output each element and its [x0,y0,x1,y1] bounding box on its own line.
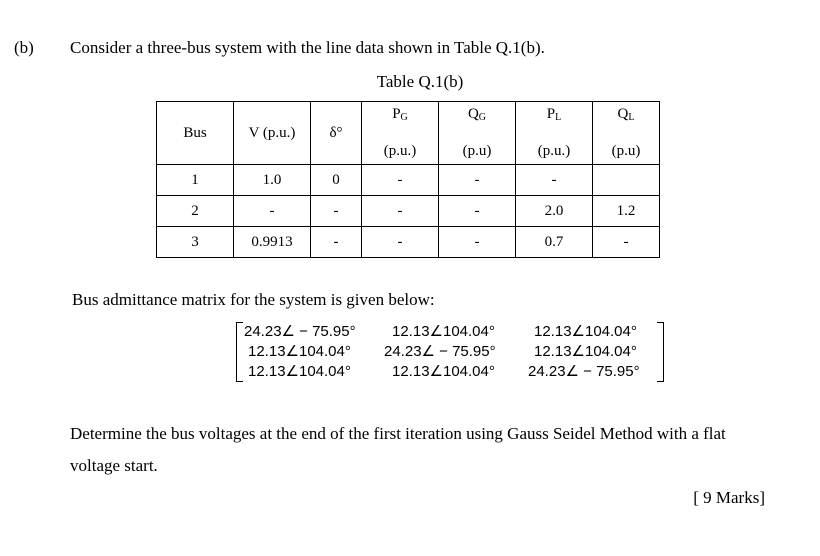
pg-symbol: P [392,106,401,122]
table-cell: - [311,196,362,227]
matrix-cell: 12.13∠104.04° [248,343,351,360]
ql-unit: (p.u) [611,143,641,159]
task-text-line-2: voltage start. [70,456,158,475]
qg-subscript: G [478,112,487,123]
line-data-table [156,101,660,258]
header-bus: Bus [157,102,234,165]
table-cell: - [362,196,439,227]
table-cell: 1.0 [234,165,311,196]
table-cell: 2 [157,196,234,227]
question-intro: Consider a three-bus system with the line data shown in Table Q.1(b). [70,38,545,57]
table-cell: - [362,165,439,196]
matrix-cell: 12.13∠104.04° [248,363,351,380]
matrix-left-bracket [236,322,243,382]
table-cell: - [439,165,516,196]
matrix-cell: 12.13∠104.04° [534,343,637,360]
matrix-row [244,362,656,382]
table-row [157,165,660,196]
matrix-row [244,342,656,362]
marks-label: [ 9 Marks] [693,488,765,507]
pl-subscript: L [555,112,562,123]
matrix-row [244,322,656,342]
ql-symbol: Q [617,106,629,122]
header-ql [593,102,660,165]
matrix-cell: 12.13∠104.04° [534,323,637,340]
header-qg [439,102,516,165]
table-cell: - [439,227,516,258]
ql-subscript: L [628,112,635,123]
matrix-right-bracket [657,322,664,382]
header-pg [362,102,439,165]
table-cell: 3 [157,227,234,258]
table-header-row [157,102,660,165]
header-voltage: V (p.u.) [234,102,311,165]
table-cell: - [234,196,311,227]
table-cell: - [439,196,516,227]
table-cell: - [516,165,593,196]
pg-subscript: G [400,112,408,123]
table-row [157,196,660,227]
qg-unit: (p.u) [462,143,492,159]
pl-unit: (p.u.) [537,143,571,159]
table-cell: 1 [157,165,234,196]
table-cell: 0.7 [516,227,593,258]
pl-symbol: P [546,106,556,122]
qg-symbol: Q [467,106,479,122]
table-cell: 0 [311,165,362,196]
table-cell [593,165,660,196]
pg-unit: (p.u.) [383,143,417,159]
matrix-cell: 12.13∠104.04° [392,323,495,340]
matrix-cell: 24.23∠ − 75.95° [384,343,496,360]
header-pl [516,102,593,165]
matrix-cell: 12.13∠104.04° [392,363,495,380]
table-caption: Table Q.1(b) [376,72,464,91]
header-delta: δ° [311,102,362,165]
part-label: (b) [14,38,34,57]
admittance-matrix [236,320,664,382]
admittance-intro: Bus admittance matrix for the system is given below: [72,290,435,309]
table-row [157,227,660,258]
table-cell: 2.0 [516,196,593,227]
table-cell: - [311,227,362,258]
matrix-cell: 24.23∠ − 75.95° [244,323,356,340]
task-text-line-1: Determine the bus voltages at the end of the first iteration using Gauss Seidel Method with a flat [70,424,726,443]
table-cell: 1.2 [593,196,660,227]
table-cell: - [362,227,439,258]
matrix-cell: 24.23∠ − 75.95° [528,363,640,380]
table-cell: 0.9913 [234,227,311,258]
table-cell: - [593,227,660,258]
